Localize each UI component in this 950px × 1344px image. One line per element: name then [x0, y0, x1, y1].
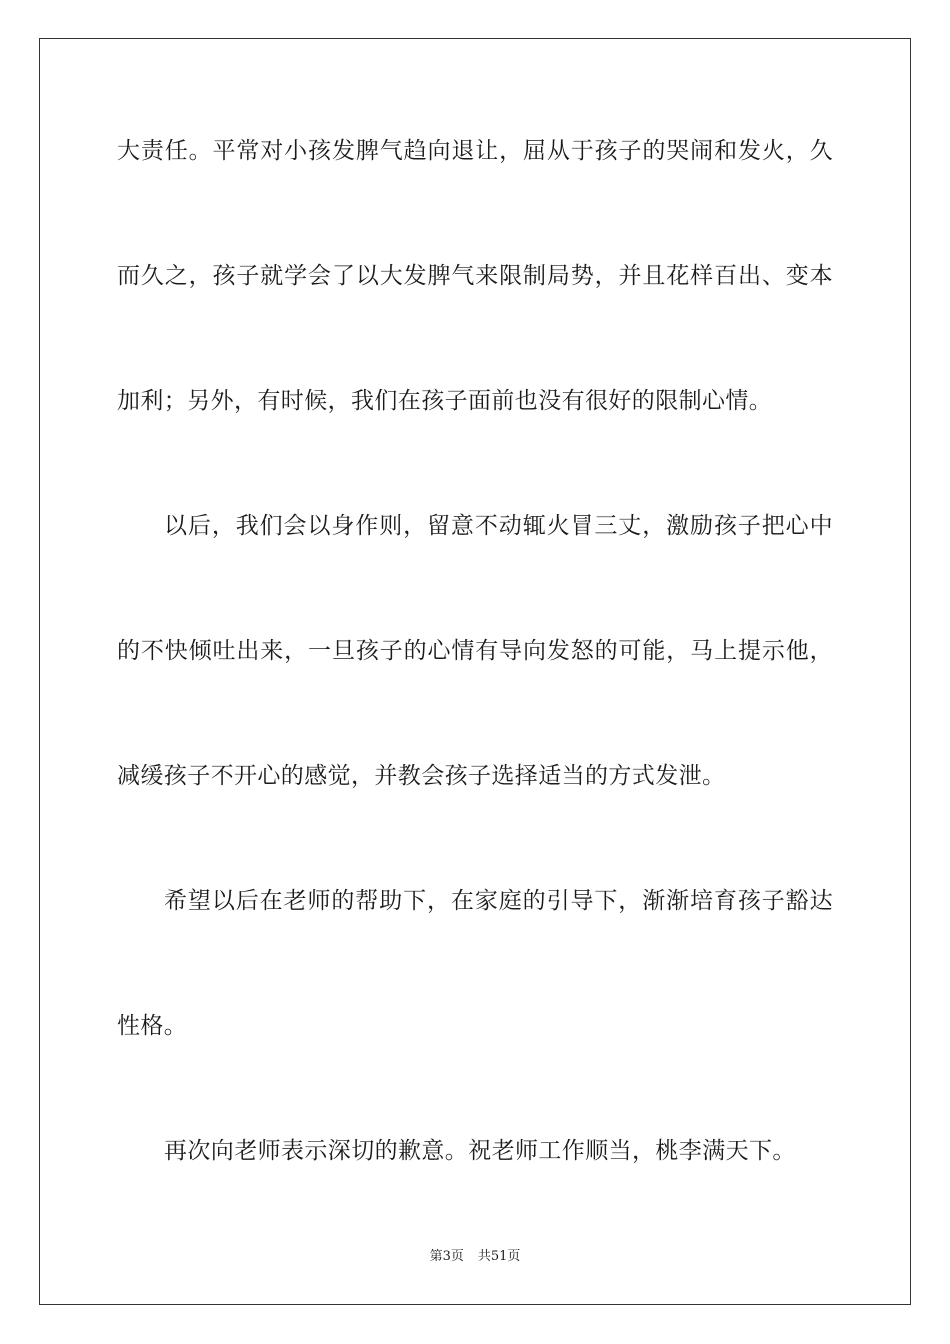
text-line-2: 而久之，孩子就学会了以大发脾气来限制局势，并且花样百出、变本 — [117, 263, 833, 289]
text-line-5: 的不快倾吐出来，一旦孩子的心情有导向发怒的可能，马上提示他， — [117, 638, 833, 664]
page-border — [39, 38, 911, 1305]
page-total: 共51页 — [477, 1249, 521, 1264]
text-line-4: 以后，我们会以身作则，留意不动辄火冒三丈，激励孩子把心中 — [164, 513, 833, 539]
page-footer — [0, 1249, 950, 1265]
text-line-8: 性格。 — [117, 1013, 188, 1039]
text-line-7: 希望以后在老师的帮助下，在家庭的引导下，渐渐培育孩子豁达 — [164, 888, 833, 914]
text-line-3: 加利；另外，有时候，我们在孩子面前也没有很好的限制心情。 — [117, 388, 773, 414]
text-line-1: 大责任。平常对小孩发脾气趋向退让，屈从于孩子的哭闹和发火，久 — [117, 138, 833, 164]
text-line-6: 减缓孩子不开心的感觉，并教会孩子选择适当的方式发泄。 — [117, 763, 726, 789]
page-number: 第3页 — [429, 1249, 464, 1264]
text-line-9: 再次向老师表示深切的歉意。祝老师工作顺当，桃李满天下。 — [164, 1138, 796, 1164]
